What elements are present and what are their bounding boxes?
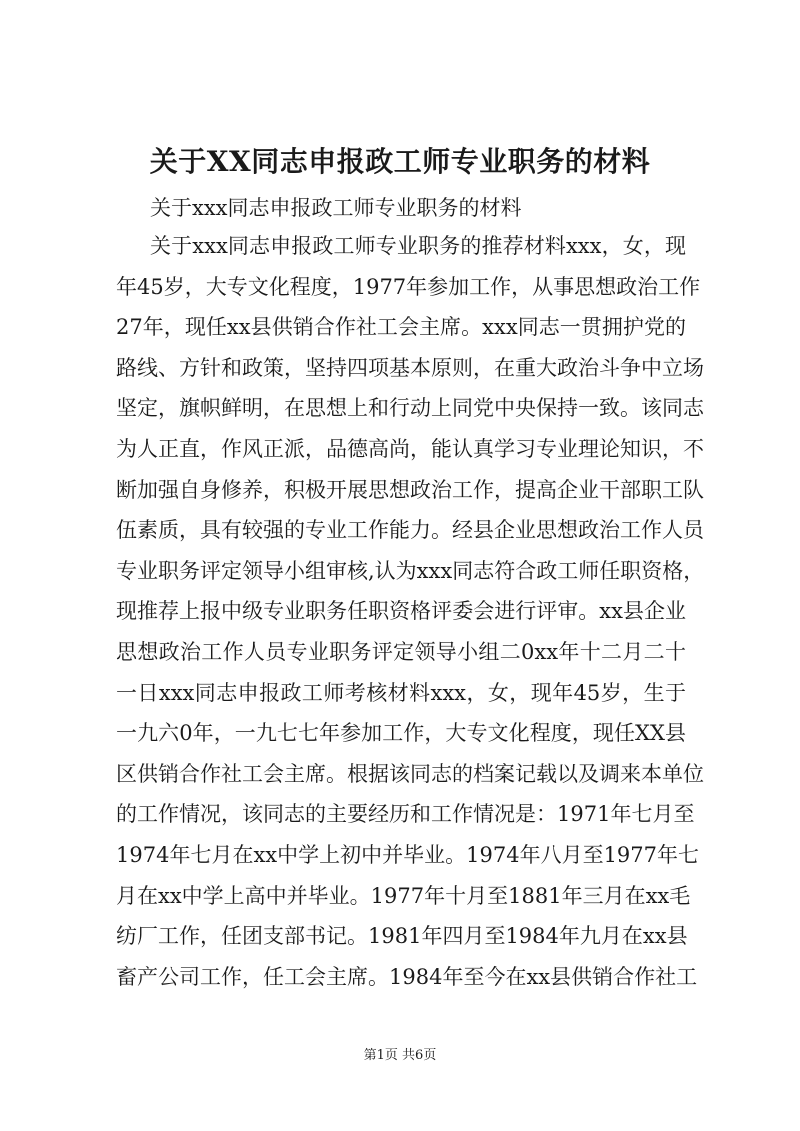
document-subtitle: 关于xxx同志申报政工师专业职务的材料	[150, 196, 522, 220]
body-line: 专业职务评定领导小组审核,认为xxx同志符合政工师任职资格，	[116, 558, 705, 583]
page-number: 第1页 共6页	[363, 1048, 437, 1063]
body-line: 的工作情况，该同志的主要经历和工作情况是：1971年七月至	[116, 802, 695, 827]
body-line: 坚定，旗帜鲜明，在思想上和行动上同党中央保持一致。该同志	[116, 396, 704, 421]
body-line: 年45岁，大专文化程度，1977年参加工作，从事思想政治工作	[116, 274, 701, 299]
body-line: 断加强自身修养，积极开展思想政治工作，提高企业干部职工队	[116, 477, 704, 502]
body-line: 27年，现任xx县供销合作社工会主席。xxx同志一贯拥护党的	[116, 315, 686, 340]
body-line: 一九六0年，一九七七年参加工作，大专文化程度，现任XX县	[116, 721, 686, 746]
page-footer	[0, 1046, 800, 1066]
body-line: 畜产公司工作，任工会主席。1984年至今在xx县供销合作社工	[116, 964, 698, 989]
body-line: 思想政治工作人员专业职务评定领导小组二0xx年十二月二十	[116, 639, 686, 664]
document-title: 关于XX同志申报政工师专业职务的材料	[149, 145, 651, 178]
document-body	[116, 226, 705, 997]
body-line: 月在xx中学上高中并毕业。1977年十月至1881年三月在xx毛	[116, 883, 691, 908]
body-line: 路线、方针和政策，坚持四项基本原则，在重大政治斗争中立场	[116, 355, 704, 380]
body-line: 1974年七月在xx中学上初中并毕业。1974年八月至1977年七	[116, 842, 700, 867]
body-line: 为人正直，作风正派，品德高尚，能认真学习专业理论知识，不	[116, 436, 704, 461]
body-line: 关于xxx同志申报政工师专业职务的推荐材料xxx，女，现	[150, 234, 686, 258]
body-line: 区供销合作社工会主席。根据该同志的档案记载以及调来本单位	[116, 761, 704, 786]
body-line: 现推荐上报中级专业职务任职资格评委会进行评审。xx县企业	[116, 599, 686, 624]
body-line: 一日xxx同志申报政工师考核材料xxx，女，现年45岁，生于	[116, 680, 686, 705]
body-line: 伍素质，具有较强的专业工作能力。经县企业思想政治工作人员	[116, 518, 704, 543]
body-line: 纺厂工作，任团支部书记。1981年四月至1984年九月在xx县	[116, 924, 688, 949]
